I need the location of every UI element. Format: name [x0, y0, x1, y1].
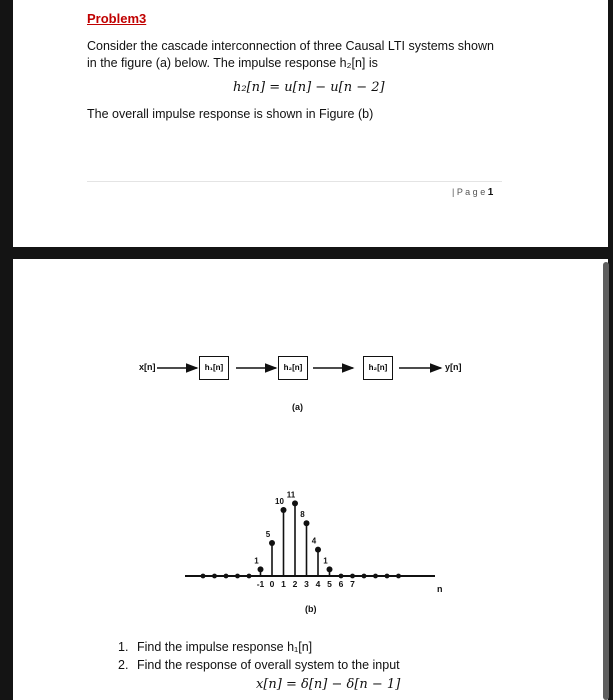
zero-sample-dot [201, 574, 206, 579]
output-label: y[n] [445, 362, 462, 372]
value-label: 10 [275, 497, 284, 506]
figure-b-caption: (b) [305, 604, 317, 614]
zero-sample-dot [350, 574, 355, 579]
tick-label: 1 [281, 579, 286, 589]
system-box-h2-first: h₂[n] [278, 356, 308, 380]
zero-sample-dot [385, 574, 390, 579]
stem-dot [269, 540, 275, 546]
tick-label: 4 [315, 579, 321, 589]
value-label: 8 [300, 510, 305, 520]
tick-label: 3 [304, 579, 309, 589]
value-label: 1 [323, 556, 328, 566]
zero-sample-dot [396, 574, 401, 579]
page-number-value: 1 [487, 187, 494, 198]
zero-sample-dot [247, 574, 252, 579]
figure-a-caption: (a) [292, 402, 303, 412]
question-2-text: Find the response of overall system to the input [137, 658, 400, 672]
value-label: 5 [265, 530, 271, 539]
tick-label: -1 [256, 579, 265, 589]
system-box-h2-second: h₂[n] [363, 356, 393, 380]
value-label: 11 [286, 490, 296, 500]
h2-equation: h₂[n] = u[n] − u[n − 2] [233, 80, 385, 95]
intro-line-2: in the figure (a) below. The impulse response h₂[n] is [87, 56, 378, 70]
question-1-text: Find the impulse response h₁[n] [137, 640, 313, 654]
input-label: x[n] [139, 362, 156, 372]
stem-dot [292, 500, 298, 506]
intro-line-1: Consider the cascade interconnection of three Causal LTI systems shown [87, 39, 494, 53]
question-2-number: 2. [118, 658, 129, 672]
stem-dot [327, 566, 333, 572]
stem-dot [258, 566, 264, 572]
problem-title: Problem3 [87, 11, 147, 26]
tick-label: 5 [327, 579, 332, 589]
zero-sample-dot [339, 574, 344, 579]
zero-sample-dot [373, 574, 378, 579]
axis-label-n: n [437, 584, 443, 594]
system-box-h1: h₁[n] [199, 356, 229, 380]
zero-sample-dot [235, 574, 240, 579]
overall-response-text: The overall impulse response is shown in Figure (b) [87, 107, 374, 121]
value-label: 1 [254, 556, 259, 566]
tick-label: 6 [338, 579, 344, 589]
zero-sample-dot [362, 574, 367, 579]
stem-dot [281, 507, 287, 513]
tick-label: 2 [292, 579, 298, 589]
stem-dot [315, 547, 321, 553]
tick-label: 7 [350, 579, 355, 589]
value-label: 4 [311, 536, 317, 546]
stem-dot [304, 520, 310, 526]
question-1-number: 1. [118, 640, 129, 654]
zero-sample-dot [212, 574, 217, 579]
tick-label: 0 [269, 579, 275, 589]
input-signal-equation: x[n] = δ[n] − δ[n − 1] [256, 677, 401, 692]
page-number-prefix: | P a g e [452, 187, 488, 197]
zero-sample-dot [224, 574, 229, 579]
